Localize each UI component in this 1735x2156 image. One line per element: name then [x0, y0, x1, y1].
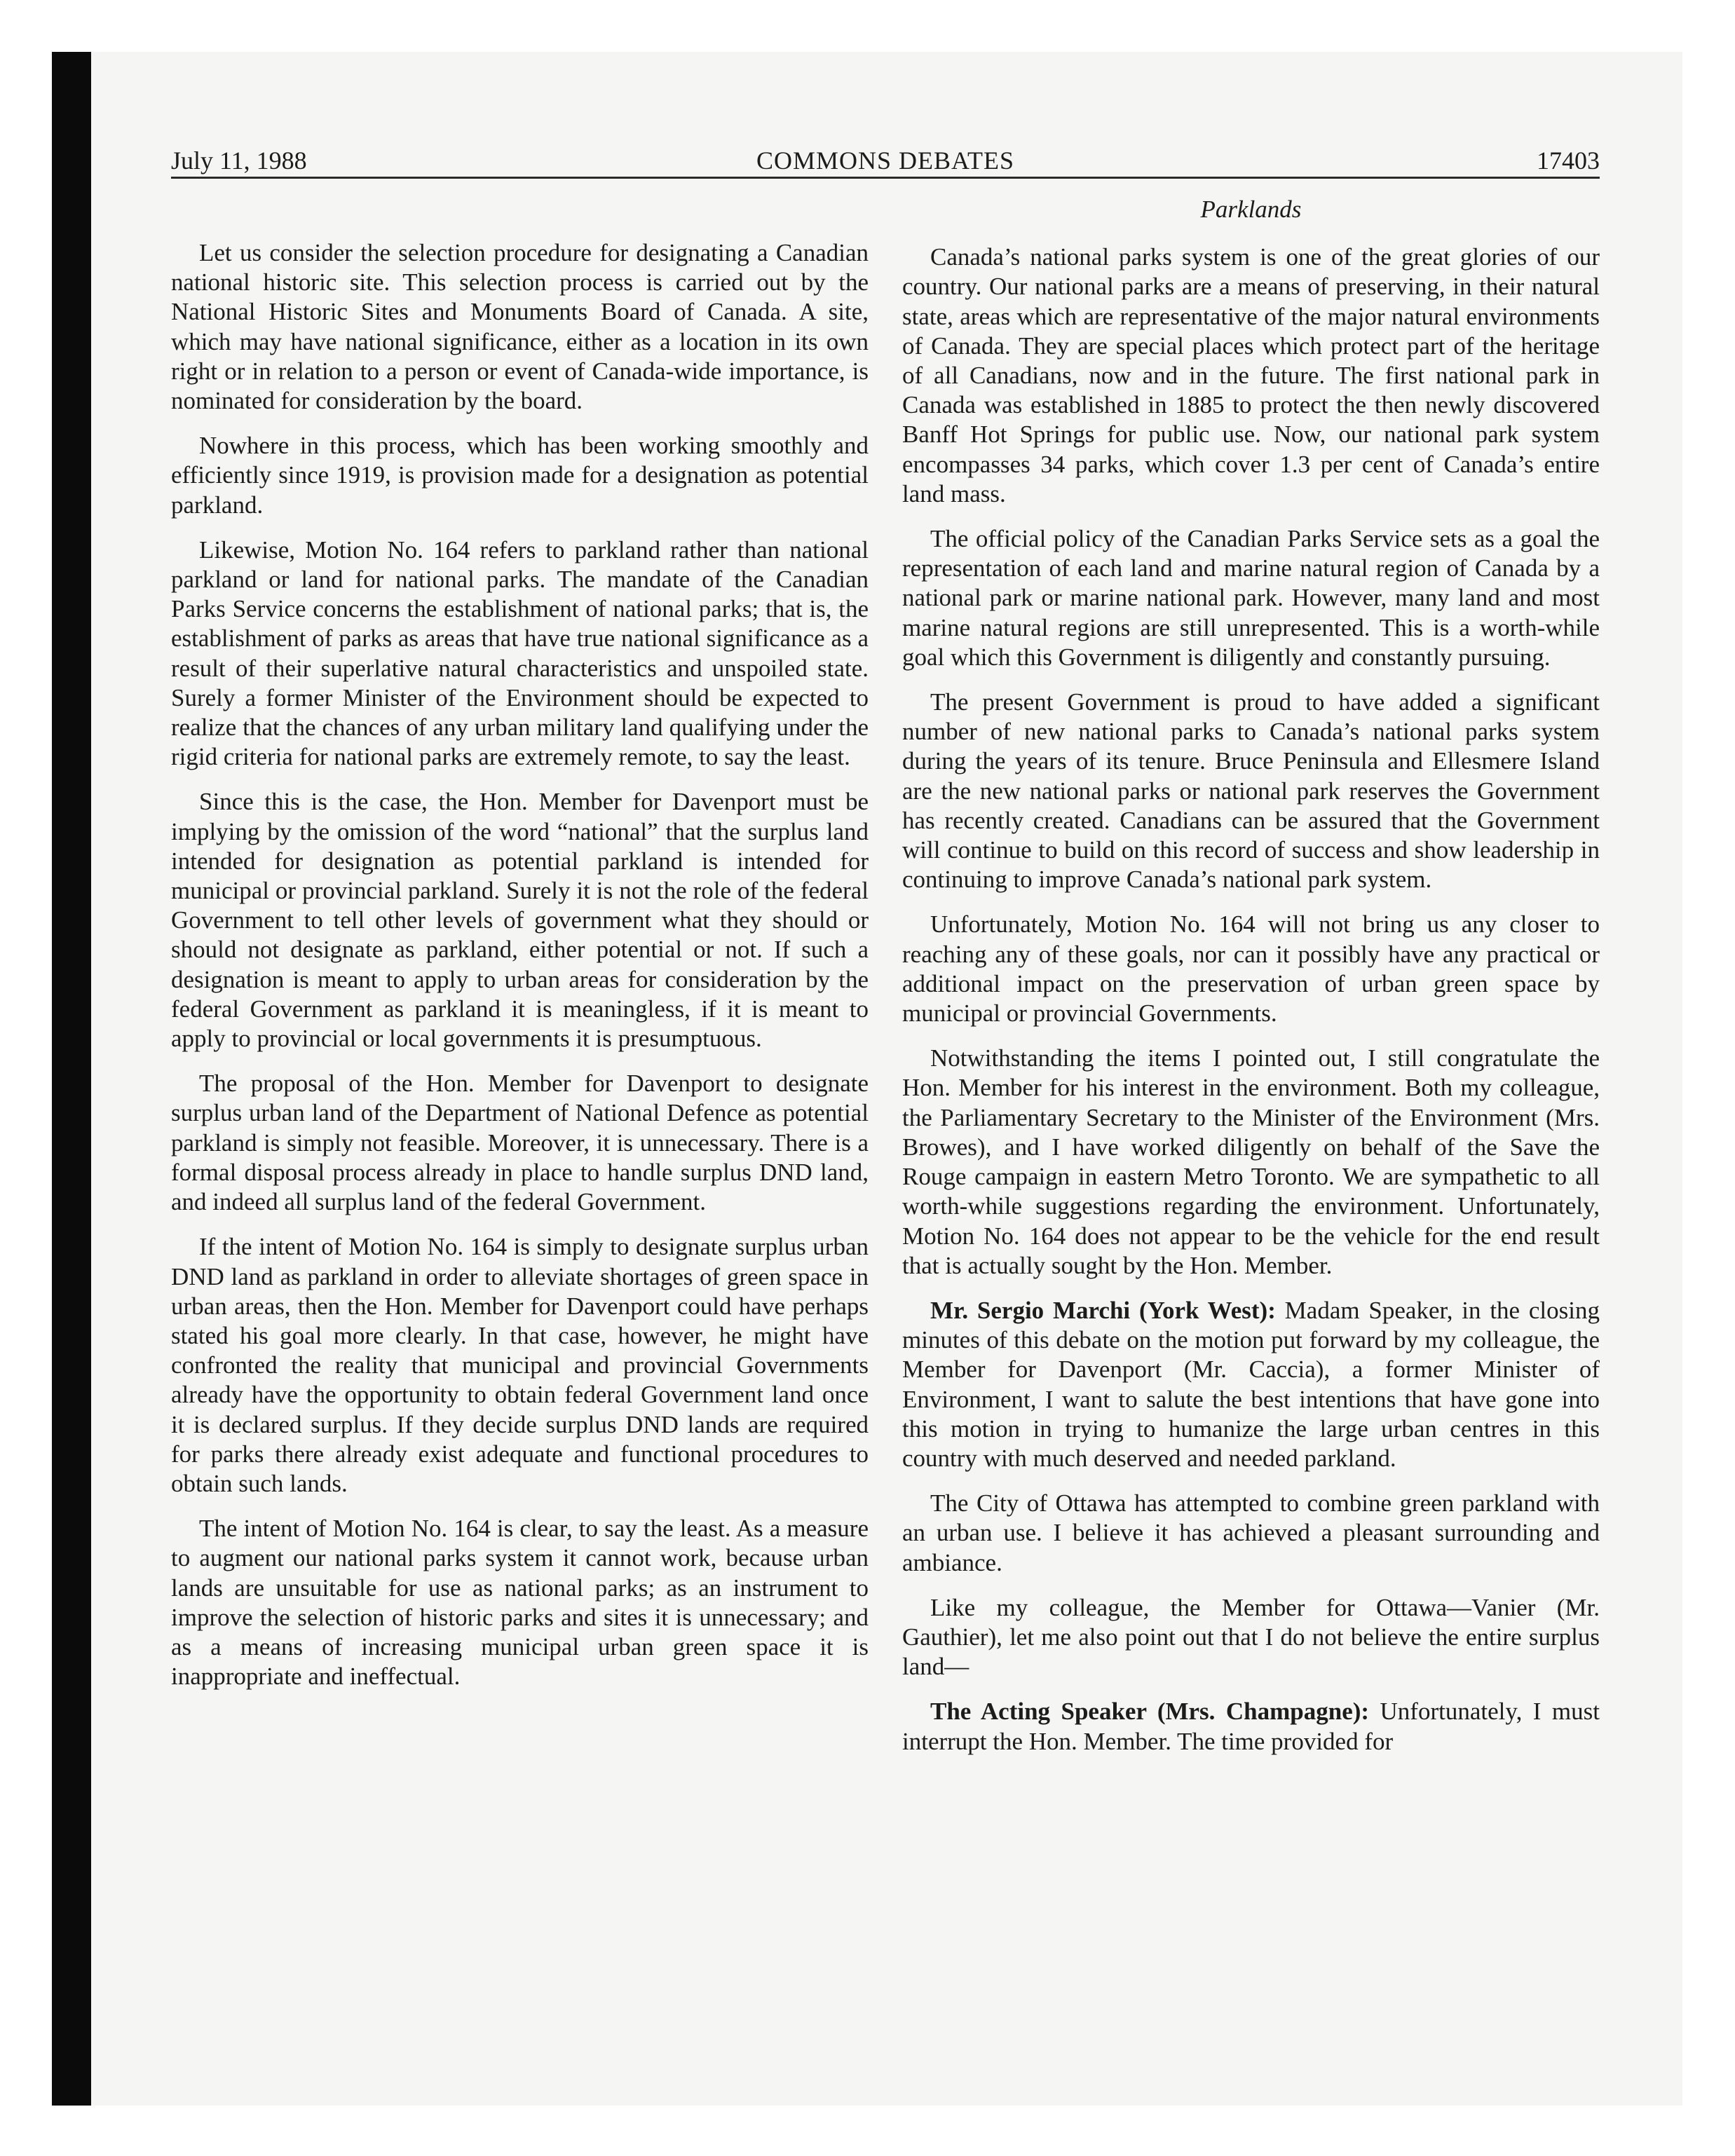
speech-text: Madam Speaker, in the closing minutes of this debate on the motion put forward by my colleague, the Member for Davenport (Mr. Caccia), a former Minister of Environment, I want to salute the best intentions that have gone into this motion in trying to humanize the large urban centres in this country with much deserved and needed parkland.: [902, 1296, 1600, 1472]
paragraph: The present Government is proud to have added a significant number of new national parks to Canada’s national parks system during the years of its tenure. Bruce Peninsula and Ellesmere Island are the new national parks or national park reserves the Government has recently created. Canadians can be assured that the Government will continue to build on this record of success and show leadership in continuing to improve Canada’s national park system.: [902, 688, 1600, 894]
paragraph: If the intent of Motion No. 164 is simply to designate surplus urban DND land as parkland in order to alleviate shortages of green space in urban areas, then the Hon. Member for Davenport could have perhaps stated his goal more clearly. In that case, however, he might have confronted the reality that municipal and provincial Governments already have the opportunity to obtain federal Government land once it is declared surplus. If they decide surplus DND lands are required for parks there already exist adequate and functional procedures to obtain such lands.: [171, 1233, 869, 1497]
header-page-number: 17403: [1537, 146, 1600, 175]
speaker-name: The Acting Speaker (Mrs. Champagne):: [930, 1698, 1370, 1726]
paragraph: Like my colleague, the Member for Ottawa—Vanier (Mr. Gauthier), let me also point out that I do not believe the entire surplus land—: [902, 1593, 1600, 1681]
paragraph: Unfortunately, Motion No. 164 will not bring us any closer to reaching any of these goals, nor can it possibly have any practical or additional impact on the preservation of urban green space by municipal or provincial Governments.: [902, 910, 1600, 1028]
paragraph: Nowhere in this process, which has been working smoothly and efficiently since 1919, is provision made for a designation as potential parkland.: [171, 432, 869, 519]
speaker-name: Mr. Sergio Marchi (York West):: [930, 1296, 1276, 1324]
page-header: [171, 144, 1600, 179]
paragraph: Since this is the case, the Hon. Member for Davenport must be implying by the omission of the word “national” that the surplus land intended for designation as potential parkland is intended for municipal or provincial parkland. Surely it is not the role of the federal Government to tell other levels of government what they should or should not designate as parkland, either potential or not. If such a designation is meant to apply to urban areas for consideration by the federal Government as parkland it is meaningless, if it is meant to apply to provincial or local governments it is presumptuous.: [171, 788, 869, 1053]
section-heading: Parklands: [1200, 196, 1302, 223]
speech-paragraph: [902, 1697, 1600, 1756]
paragraph: The official policy of the Canadian Parks Service sets as a goal the representation of each land and marine natural region of Canada by a national park or marine national park. However, many land and most marine natural regions are still unrepresented. This is a worth-while goal which this Government is diligently and constantly pursuing.: [902, 525, 1600, 671]
speech-paragraph: [902, 1296, 1600, 1473]
header-date: July 11, 1988: [171, 146, 307, 175]
scan-dark-edge: [52, 52, 91, 2106]
paragraph: Canada’s national parks system is one of the great glories of our country. Our national parks are a means of preserving, in their natural state, areas which are representative of the major natural environments of Canada. They are special places which protect part of the heritage of all Canadians, now and in the future. The first national park in Canada was established in 1885 to protect the then newly discovered Banff Hot Springs for public use. Now, our national park system encompasses 34 parks, which cover 1.3 per cent of Canada’s entire land mass.: [902, 243, 1600, 507]
header-title: COMMONS DEBATES: [756, 146, 1015, 175]
paragraph: The proposal of the Hon. Member for Davenport to designate surplus urban land of the Department of National Defence as potential parkland is simply not feasible. Moreover, it is unnecessary. There is a formal disposal process already in place to handle surplus DND land, and indeed all surplus land of the federal Government.: [171, 1070, 869, 1216]
paragraph: Likewise, Motion No. 164 refers to parkland rather than national parkland or land for national parks. The mandate of the Canadian Parks Service concerns the establishment of national parks; that is, the establishment of parks as areas that have true national significance as a result of their superlative natural characteristics and unspoiled state. Surely a former Minister of the Environment should be expected to realize that the chances of any urban military land qualifying under the rigid criteria for national parks are extremely remote, to say the least.: [171, 535, 869, 771]
left-column: [171, 238, 869, 1707]
paragraph: The City of Ottawa has attempted to combine green parkland with an urban use. I believe it has achieved a pleasant surrounding and ambiance.: [902, 1489, 1600, 1576]
paragraph: Let us consider the selection procedure for designating a Canadian national historic site. This selection process is carried out by the National Historic Sites and Monuments Board of Canada. A site, which may have national significance, either as a location in its own right or in relation to a person or event of Canada-wide importance, is nominated for consideration by the board.: [171, 239, 869, 415]
right-column: [902, 195, 1600, 1772]
paragraph: The intent of Motion No. 164 is clear, to say the least. As a measure to augment our national parks system it cannot work, because urban lands are unsuitable for use as national parks; as an instrument to improve the selection of historic parks and sites it is unnecessary; and as a means of increasing municipal urban green space it is inappropriate and ineffectual.: [171, 1515, 869, 1691]
speech-text: Unfortunately, I must interrupt the Hon. Member. The time provided for: [902, 1698, 1600, 1755]
paragraph: Notwithstanding the items I pointed out, I still congratulate the Hon. Member for his interest in the environment. Both my colleague, the Parliamentary Secretary to the Minister of the Environment (Mrs. Browes), and I have worked diligently on behalf of the Save the Rouge campaign in eastern Metro Toronto. We are sympathetic to all worth-while suggestions regarding the environment. Unfortunately, Motion No. 164 does not appear to be the vehicle for the end result that is actually sought by the Hon. Member.: [902, 1044, 1600, 1279]
